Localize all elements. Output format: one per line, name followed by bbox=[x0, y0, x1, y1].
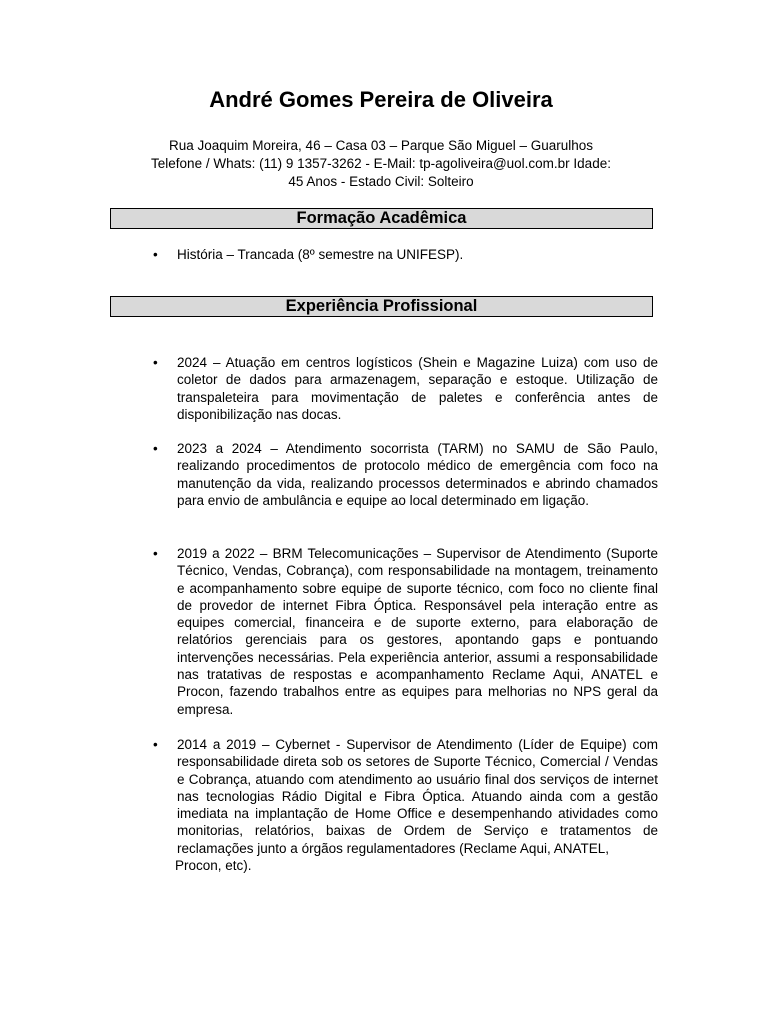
contact-age-status: 45 Anos - Estado Civil: Solteiro bbox=[288, 174, 474, 189]
contact-block bbox=[0, 137, 762, 191]
contact-phone-email: Telefone / Whats: (11) 9 1357-3262 - E-Mail: tp-agoliveira@uol.com.br Idade: bbox=[151, 156, 611, 171]
bullet-icon: • bbox=[153, 355, 158, 370]
experience-item-text: 2023 a 2024 – Atendimento socorrista (TARM) no SAMU de São Paulo, realizando procedimentos de protocolo médico de emergência com foco na manutenção da vida, realizando processos determinados e abrindo chamados para envio de ambulância e equipe ao local determinado em ligação. bbox=[177, 441, 658, 508]
list-item bbox=[0, 354, 658, 423]
section-header-experience: Experiência Profissional bbox=[110, 296, 653, 317]
education-item-text: História – Trancada (8º semestre na UNIFESP). bbox=[177, 247, 464, 262]
list-item bbox=[0, 440, 658, 509]
bullet-icon: • bbox=[153, 546, 158, 561]
experience-item-text: 2019 a 2022 – BRM Telecomunicações – Supervisor de Atendimento (Suporte Técnico, Vendas, Cobrança), com responsabilidade na montagem, treinamento e acompanhamento sobre equipe de suporte técnico, com foco no cliente final de provedor de internet Fibra Óptica. Responsável pela interação entre as equipes comercial, financeira e de suporte externo, para elaboração de relatórios gerenciais para os gestores, apontando gaps e pontuando intervenções necessárias. Pela experiência anterior, assumi a responsabilidade nas tratativas de respostas e acompanhamento Reclame Aqui, ANATEL e Procon, fazendo trabalhos entre as equipes para melhorias no NPS geral da empresa. bbox=[177, 546, 658, 717]
experience-item-text: 2014 a 2019 – Cybernet - Supervisor de Atendimento (Líder de Equipe) com responsabilidade direta sob os setores de Suporte Técnico, Comercial / Vendas e Cobrança, atuando com atendimento ao usuário final dos serviços de internet nas tecnologias Rádio Digital e Fibra Óptica. Atuando ainda com a gestão imediata na implantação de Home Office e desempenhando atividades como monitorias, relatórios, baixas de Ordem de Serviço e tratamentos de reclamações junto a órgãos regulamentadores (Reclame Aqui, ANATEL, bbox=[177, 737, 658, 856]
list-item bbox=[0, 246, 658, 263]
experience-item-text: 2024 – Atuação em centros logísticos (Shein e Magazine Luiza) com uso de coletor de dados para armazenagem, separação e estoque. Utilização de transpaleteira para movimentação de paletes e conferência antes de disponibilização nas docas. bbox=[177, 355, 658, 422]
education-list bbox=[0, 246, 768, 263]
list-item bbox=[0, 736, 658, 874]
bullet-icon: • bbox=[153, 247, 158, 262]
section-header-education: Formação Acadêmica bbox=[110, 208, 653, 229]
candidate-name: André Gomes Pereira de Oliveira bbox=[209, 87, 553, 112]
bullet-icon: • bbox=[153, 737, 158, 752]
contact-address: Rua Joaquim Moreira, 46 – Casa 03 – Parque São Miguel – Guarulhos bbox=[169, 138, 593, 153]
bullet-icon: • bbox=[153, 441, 158, 456]
list-item bbox=[0, 545, 658, 718]
experience-item-tail: Procon, etc). bbox=[175, 858, 252, 874]
